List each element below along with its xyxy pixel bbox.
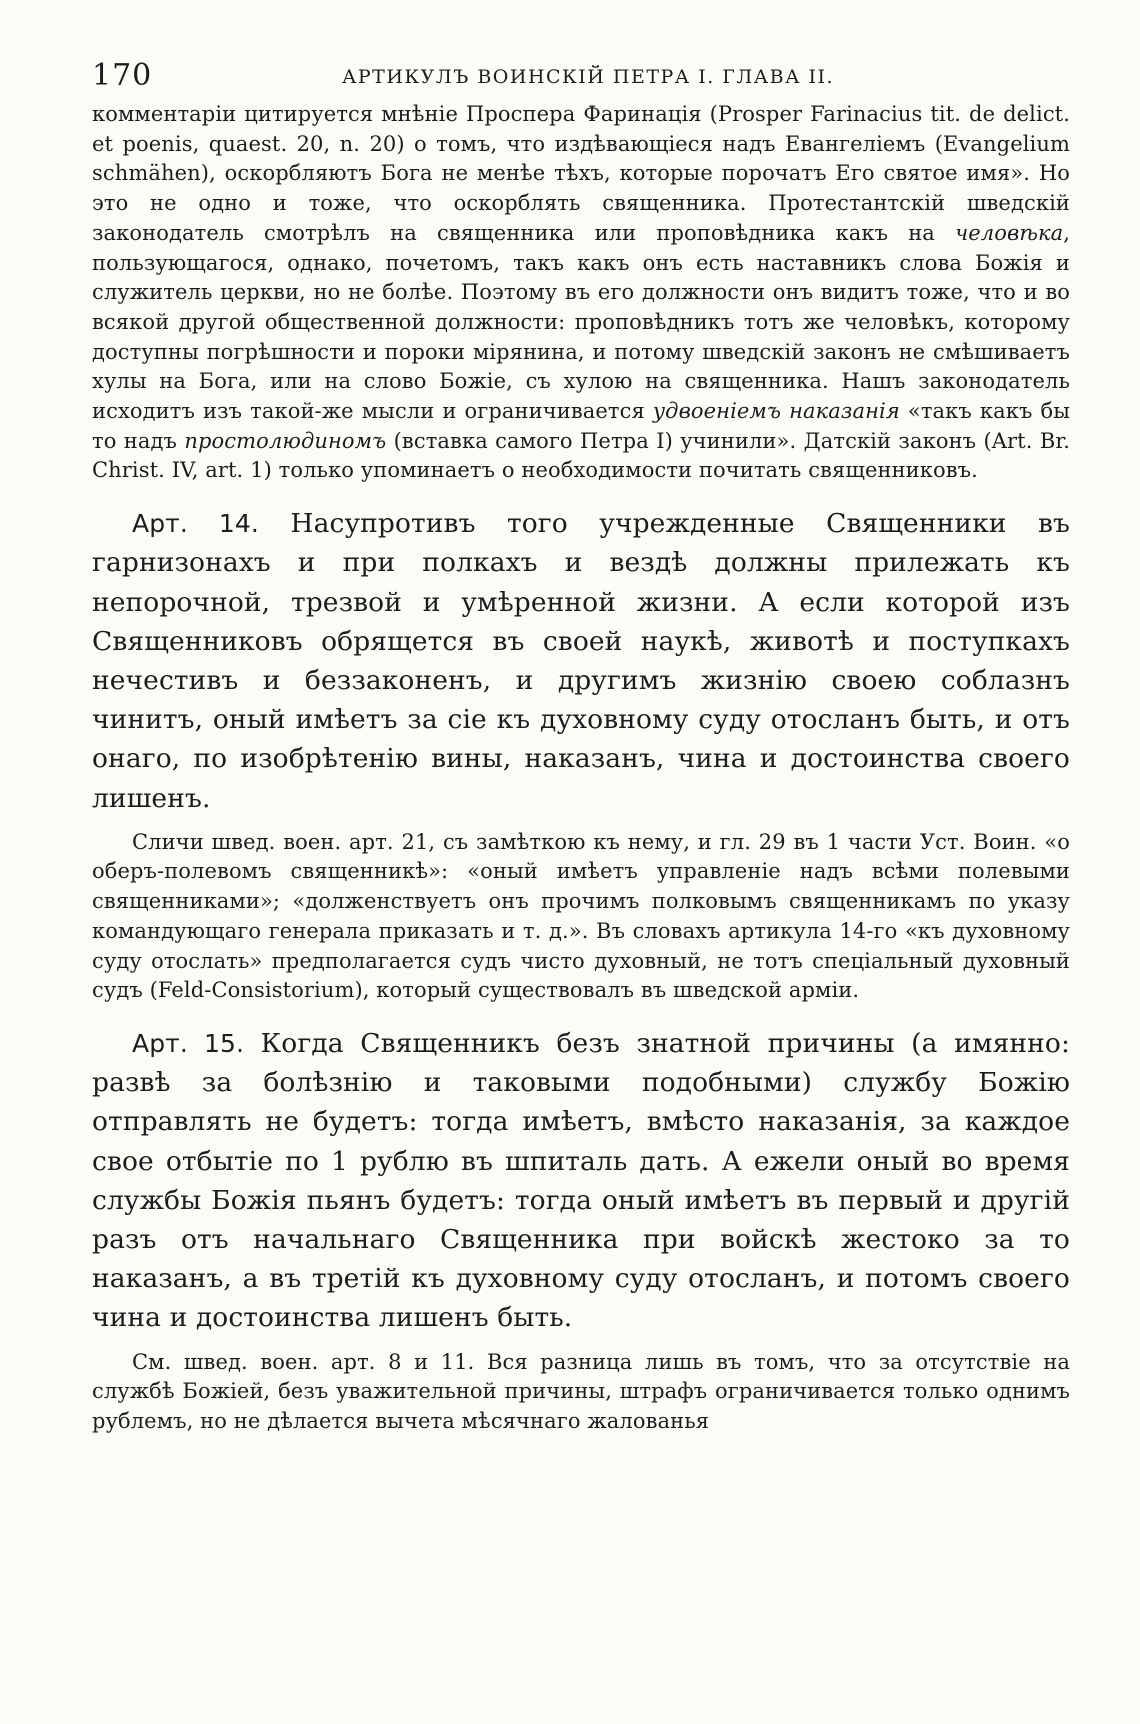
italic-phrase: простолюдиномъ (184, 428, 387, 453)
article-15 (92, 1024, 1070, 1338)
article-14 (92, 504, 1070, 818)
running-title: АРТИКУЛЪ ВОИНСКIЙ ПЕТРА I. ГЛАВА II. (342, 66, 835, 88)
commentary-paragraph-3: См. швед. воен. арт. 8 и 11. Вся разница лишь въ томъ, что за отсутствiе на службѣ Божiей, безъ уважительной причины, штрафъ ограничивается только однимъ рублемъ, но не дѣлается вычета мѣсячнаго жалованья (92, 1349, 1070, 1434)
article-text: Насупротивъ того учрежденные Священники въ гарнизонахъ и при полкахъ и вездѣ должны прилежать къ непорочной, трезвой и умѣренной жизни. А если которой изъ Священниковъ обрящется въ своей наукѣ, животѣ и поступкахъ нечестивъ и беззаконенъ, и другимъ жизнiю своею соблазнъ чинитъ, оный имѣетъ за сiе къ духовному суду отосланъ быть, и отъ онаго, по изобрѣтенiю вины, наказанъ, чина и достоинства своего лишенъ. (92, 508, 1070, 814)
commentary-paragraph-2: Сличи швед. воен. арт. 21, съ замѣткою къ нему, и гл. 29 въ 1 части Уст. Воин. «о оберъ-полевомъ священникѣ»: «оный имѣетъ управленiе надъ всѣми полевыми священниками»; «долженствуетъ онъ прочимъ полковымъ священникамъ по указу командующаго генерала приказать и т. д.». Въ словахъ артикула 14-го «къ духовному суду отослать» предполагается судъ чисто духовный, не тотъ спецiальный духовный судъ (Feld-Consistorium), который существовалъ въ шведской армiи. (92, 829, 1070, 1003)
italic-phrase: человѣка (955, 220, 1064, 245)
article-label: Арт. 15. (132, 1028, 245, 1058)
article-label: Арт. 14. (132, 509, 259, 539)
page-header (92, 40, 1070, 100)
commentary-paragraph-1: комментарiи цитируется мнѣнiе Проспера Фаринацiя (Prosper Farinacius tit. de delict. et poenis, quaest. 20, n. 20) о томъ, что издѣвающiеся надъ Евангелiемъ (Evangelium schmähen), оскорбляютъ Бога не менѣе тѣхъ, которые порочатъ Его святое имя». Но это не одно и тоже, что оскорблять священника. Протестантскiй шведскiй законодатель смотрѣлъ на священника или проповѣдника какъ на человѣка, пользующагося, однако, почетомъ, такъ какъ онъ есть наставникъ слова Божiя и служитель церкви, но не болѣе. Поэтому въ его должности онъ видитъ тоже, что и во всякой другой общественной должности: проповѣдникъ тотъ же человѣкъ, которому доступны погрѣшности и пороки мiрянина, и потому шведскiй законъ не смѣшиваетъ хулы на Бога, или на слово Божiе, съ хулою на священника. Нашъ законодатель исходитъ изъ такой-же мысли и ограничивается удвоенiемъ наказанiя «такъ какъ бы то надъ простолюдиномъ (вставка самого Петра I) учинили». Датскiй законъ (Art. Br. Christ. IV, art. 1) только упоминаетъ о необходимости почитать священниковъ. (92, 102, 1071, 483)
article-text: Когда Священникъ безъ знатной причины (а имянно: развѣ за болѣзнiю и таковыми подобными) службу Божiю отправлять не будетъ: тогда имѣетъ, вмѣсто наказанiя, за каждое свое отбытiе по 1 рублю въ шпиталь дать. А ежели оный во время службы Божiя пьянъ будетъ: тогда оный имѣетъ въ первый и другiй разъ отъ начальнаго Священника при войскѣ жестоко за то наказанъ, а въ третiй къ духовному суду отосланъ, и потомъ своего чина и достоинства лишенъ быть. (92, 1027, 1070, 1334)
italic-phrase: удвоенiемъ наказанiя (652, 399, 900, 424)
book-page (92, 40, 1070, 1437)
page-number: 170 (92, 58, 153, 93)
